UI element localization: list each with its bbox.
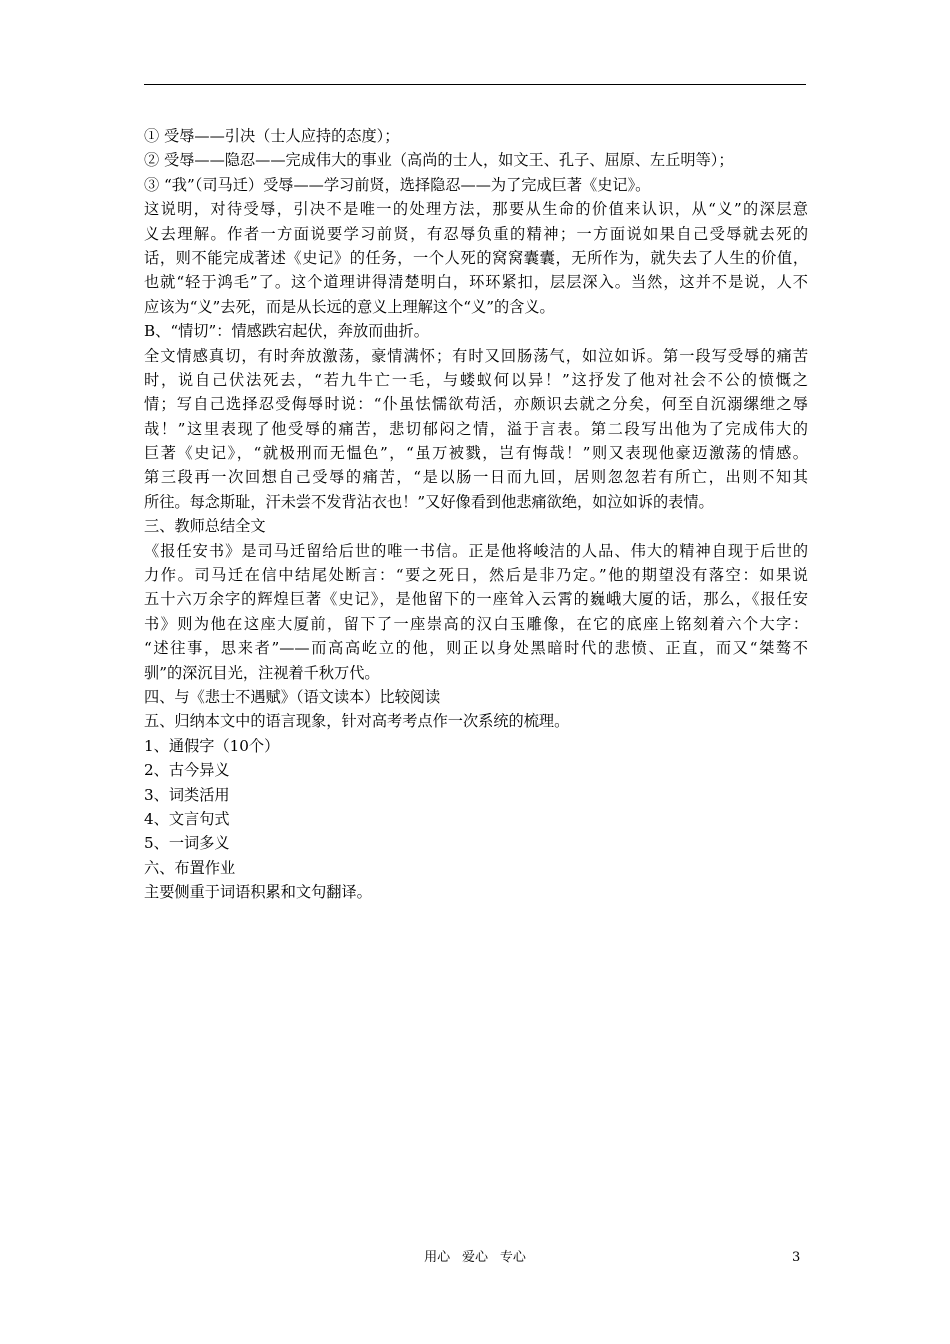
text-line: 5、一词多义 (144, 834, 230, 853)
text-line: 驯”的深沉目光，注视着千秋万代。 (144, 663, 380, 682)
text-line: “述往事，思来者”——而高高屹立的他，则正以身处黑暗时代的悲愤、正直，而又“桀骜不 (144, 639, 808, 658)
text-line: 书》则为他在这座大厦前，留下了一座崇高的汉白玉雕像，在它的底座上铭刻着六个大字： (144, 614, 808, 633)
text-line: ② 受辱——隐忍——完成伟大的事业（高尚的士人，如文王、孔子、屈原、左丘明等）； (144, 151, 734, 170)
text-line: 全文情感真切，有时奔放激荡，豪情满怀；有时又回肠荡气，如泣如诉。第一段写受辱的痛苦 (144, 346, 808, 365)
text-line: 话，则不能完成著述《史记》的任务，一个人死的窝窝囊囊，无所作为，就失去了人生的价值， (144, 248, 808, 267)
text-line: B、“情切”：情感跌宕起伏，奔放而曲折。 (144, 322, 429, 341)
text-line: ① 受辱——引决（士人应持的态度）； (144, 127, 400, 145)
text-line: ③ “我”（司马迁）受辱——学习前贤，选择隐忍——为了完成巨著《史记》。 (144, 175, 651, 194)
text-line: 三、教师总结全文 (144, 517, 266, 536)
text-line: 也就“轻于鸿毛”了。这个道理讲得清楚明白，环环紧扣，层层深入。当然，这并不是说，人不 (144, 273, 808, 292)
text-line: 时，说自己伏法死去，“若九牛亡一毛，与蝼蚁何以异！”这抒发了他对社会不公的愤慨之 (144, 370, 808, 389)
text-line: 1、通假字（10个） (144, 736, 280, 755)
text-line: 义去理解。作者一方面说要学习前贤，有忍辱负重的精神；一方面说如果自己受辱就去死的 (144, 224, 808, 243)
text-line: 4、文言句式 (144, 809, 230, 828)
text-line: 巨著《史记》，“就极刑而无愠色”，“虽万被戮，岂有悔哉！”则又表现他豪迈激荡的情感。 (144, 444, 808, 463)
document-body (144, 124, 808, 905)
text-line: 应该为“义”去死，而是从长远的意义上理解这个“义”的含义。 (144, 297, 555, 316)
text-line: 哉！”这里表现了他受辱的痛苦，悲切郁闷之情，溢于言表。第二段写出他为了完成伟大的 (144, 419, 808, 438)
text-line: 3、词类活用 (144, 785, 230, 804)
text-line: 五十六万余字的辉煌巨著《史记》，是他留下的一座耸入云霄的巍峨大厦的话，那么，《报任安 (144, 590, 808, 609)
text-line: 第三段再一次回想自己受辱的痛苦，“是以肠一日而九回，居则忽忽若有所亡，出则不知其 (144, 468, 808, 487)
text-line: 五、归纳本文中的语言现象，针对高考考点作一次系统的梳理。 (144, 712, 570, 731)
text-line: 情；写自己选择忍受侮辱时说：“仆虽怯懦欲苟活，亦颇识去就之分矣，何至自沉溺缧绁之辱 (144, 395, 808, 414)
text-line: 2、古今异义 (144, 761, 230, 780)
page-number: 3 (792, 1250, 801, 1265)
footer-motto: 用心 爱心 专心 (424, 1250, 526, 1265)
text-line: 六、布置作业 (144, 858, 236, 877)
text-line: 力作。司马迁在信中结尾处断言：“要之死日，然后是非乃定。”他的期望没有落空：如果说 (144, 566, 808, 585)
text-line: 四、与《悲士不遇赋》（语文读本）比较阅读 (144, 687, 441, 706)
text-line: 这说明，对待受辱，引决不是唯一的处理方法，那要从生命的价值来认识，从“义”的深层意 (144, 200, 808, 219)
header-rule (144, 84, 806, 85)
text-line: 《报任安书》是司马迁留给后世的唯一书信。正是他将峻洁的人品、伟大的精神自现于后世的 (144, 541, 808, 560)
text-line: 主要侧重于词语积累和文句翻译。 (144, 883, 372, 902)
text-line: 所往。每念斯耻，汗未尝不发背沾衣也！”又好像看到他悲痛欲绝，如泣如诉的表情。 (144, 492, 714, 511)
